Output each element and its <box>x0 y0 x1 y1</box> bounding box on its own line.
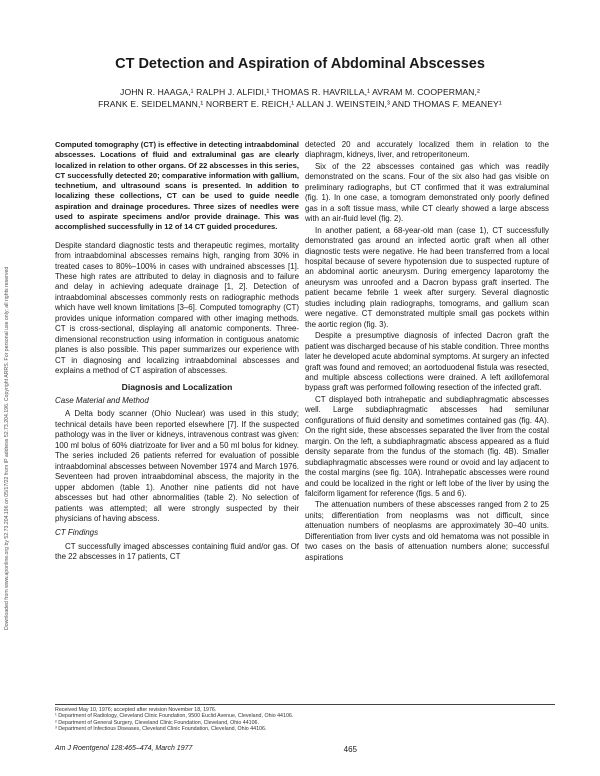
footnote: ¹ Department of Radiology, Cleveland Clinic Foundation, 9500 Euclid Avenue, Cleveland, Ohio 44106. <box>55 713 294 720</box>
page-footer <box>55 745 562 754</box>
footnotes <box>55 704 555 733</box>
paragraph: Despite a presumptive diagnosis of infected Dacron graft the patient was discharged because of his stable condition. Three months later he developed acute abdominal symptoms. At surgery an infected graft was found and removed; an aortoduodenal fistula was resected, and multiple abscess collections were drained. A left axillofemoral bypass graft was performed following resection of the infected graft. <box>305 331 549 393</box>
journal-citation: Am J Roentgenol 128:465–474, March 1977 <box>55 745 193 752</box>
paragraph: The attenuation numbers of these abscesses ranged from 2 to 25 units; differentiation from neoplasms was not difficult, since attenuation numbers of neoplasms are approximately 30–40 units. Differentiation from liver cysts and old hematoma was not possible in two cases on the basis of attenuation numbers alone; successful aspirations <box>305 500 549 562</box>
right-column <box>305 140 549 564</box>
footnote: ² Department of General Surgery, Cleveland Clinic Foundation, Cleveland, Ohio 44106. <box>55 719 259 726</box>
paragraph: CT displayed both intrahepatic and subdiaphragmatic abscesses well. Large subdiaphragmatic abscesses had semilunar configurations of fluid density and sometimes contained gas (fig. 4A). On the right side, these abscesses separated the liver from the costal margin. On the left, a subdiaphragmatic abscess appeared as a fluid density separate from the fundus of the stomach (fig. 4B). Smaller subdiaphragmatic abscesses were round or ovoid and lay adjacent to the costal margins (see fig. 10A). Intrahepatic abscesses were round and could be localized in the right or left lobe of the liver by using the falciform ligament for reference (figs. 5 and 6). <box>305 394 549 498</box>
download-watermark: Downloaded from www.ajronline.org by 52.73.204.196 on 05/17/22 from IP address 52.73.204.196. Copyright ARRS. For personal use only; all rights reserved <box>4 266 10 630</box>
author-line: FRANK E. SEIDELMANN,¹ NORBERT E. REICH,¹ ALLAN J. WEINSTEIN,³ AND THOMAS F. MEANEY¹ <box>98 99 502 109</box>
section-heading: Diagnosis and Localization <box>121 381 233 392</box>
author-list <box>60 86 540 110</box>
paragraph: detected 20 and accurately localized them in relation to the diaphragm, kidneys, liver, and retroperitoneum. <box>305 140 549 160</box>
paragraph: In another patient, a 68-year-old man (case 1), CT successfully demonstrated gas around an infected aortic graft when all other diagnostic tests were negative. He had been transferred from a local hospital because of severe hypotension due to suspected rupture of an abdominal aortic aneurysm. During emergency laparotomy the aneurysm was unroofed and a Dacron bypass graft inserted. The patient became febrile 1 week after surgery. Several diagnostic studies including plain radiographs, tomograms, and gallium scan were negative. CT demonstrated multiple small gas pockets within the aortic region (fig. 3). <box>305 225 549 329</box>
footnote: ³ Department of Infectious Diseases, Cleveland Clinic Foundation, Cleveland, Ohio 44106. <box>55 726 267 733</box>
article-title: CT Detection and Aspiration of Abdominal Abscesses <box>115 56 485 72</box>
footnote: Received May 10, 1976; accepted after revision November 18, 1976. <box>55 707 217 713</box>
page-number: 465 <box>343 745 357 754</box>
paragraph: Six of the 22 abscesses contained gas which was readily demonstrated on the scans. Four of the six also had gas visible on preliminary radiographs, but CT confirmed that it was extraluminal (fig. 1). In one case, a tomogram demonstrated only poorly defined gas in a soft tissue mass, while CT clearly showed a large abscess with an air-fluid level (fig. 2). <box>305 161 549 224</box>
subheading-ct-findings: CT Findings <box>55 528 99 538</box>
left-column <box>55 140 299 564</box>
method-paragraph: A Delta body scanner (Ohio Nuclear) was used in this study; technical details have been reported elsewhere [7]. If the suspected pathology was in the liver or kidneys, intravenous contrast was given: 100 ml bolus of 60% diatrizoate for liver and a 50 ml bolus for kidney. The series included 26 patients referred for evaluation of possible intraabdominal abscesses between November 1974 and March 1976. Seventeen had proven intraabdominal abscess, the majority in the upper abdomen (table 1). Another nine patients did not have abscesses but had other abnormalities (table 2). No selection of patients was attempted; all were strongly suspected by their physicians of having abscess. <box>55 409 299 523</box>
subheading-case-material: Case Material and Method <box>55 396 149 406</box>
intro-paragraph: Despite standard diagnostic tests and therapeutic regimes, mortality from intraabdominal abscesses remains high, ranging from 30% in treated cases to 80%–100% in cases with undrained abscesses [1]. These high rates are attributed to delay in diagnosis and to failure and delay in achieving adequate drainage [1, 2]. Detection of intraabdominal abscesses commonly rests on radiographic methods which have well known limitations [3–6]. Computed tomography (CT) provides unique information compared with other imaging methods. CT is cross-sectional, displaying all anatomic components. Three-dimensional reconstruction using information in contiguous anatomic planes is also possible. This paper summarizes our experience with CT in diagnosing and localizing intraabdominal abscesses and explains a method of CT aspiration of abscesses. <box>55 240 299 376</box>
abstract: Computed tomography (CT) is effective in detecting intraabdominal abscesses. Locations of fluid and extraluminal gas are clearly localized in relation to other organs. Of 22 abscesses in this series, CT successfully detected 20; comparative information with gallium, technetium, and ultrasound scans is presented. In addition to localizing these collections, CT can be used to guide needle aspiration and drainage procedures. Three sizes of needles were used to aspirate specimens and/or provide drainage. This was accomplished successfully in 12 of 14 CT guided procedures. <box>55 140 299 232</box>
findings-paragraph: CT successfully imaged abscesses containing fluid and/or gas. Of the 22 abscesses in 17 patients, CT <box>55 541 299 562</box>
author-line: JOHN R. HAAGA,¹ RALPH J. ALFIDI,¹ THOMAS R. HAVRILLA,¹ AVRAM M. COOPERMAN,² <box>120 87 480 97</box>
